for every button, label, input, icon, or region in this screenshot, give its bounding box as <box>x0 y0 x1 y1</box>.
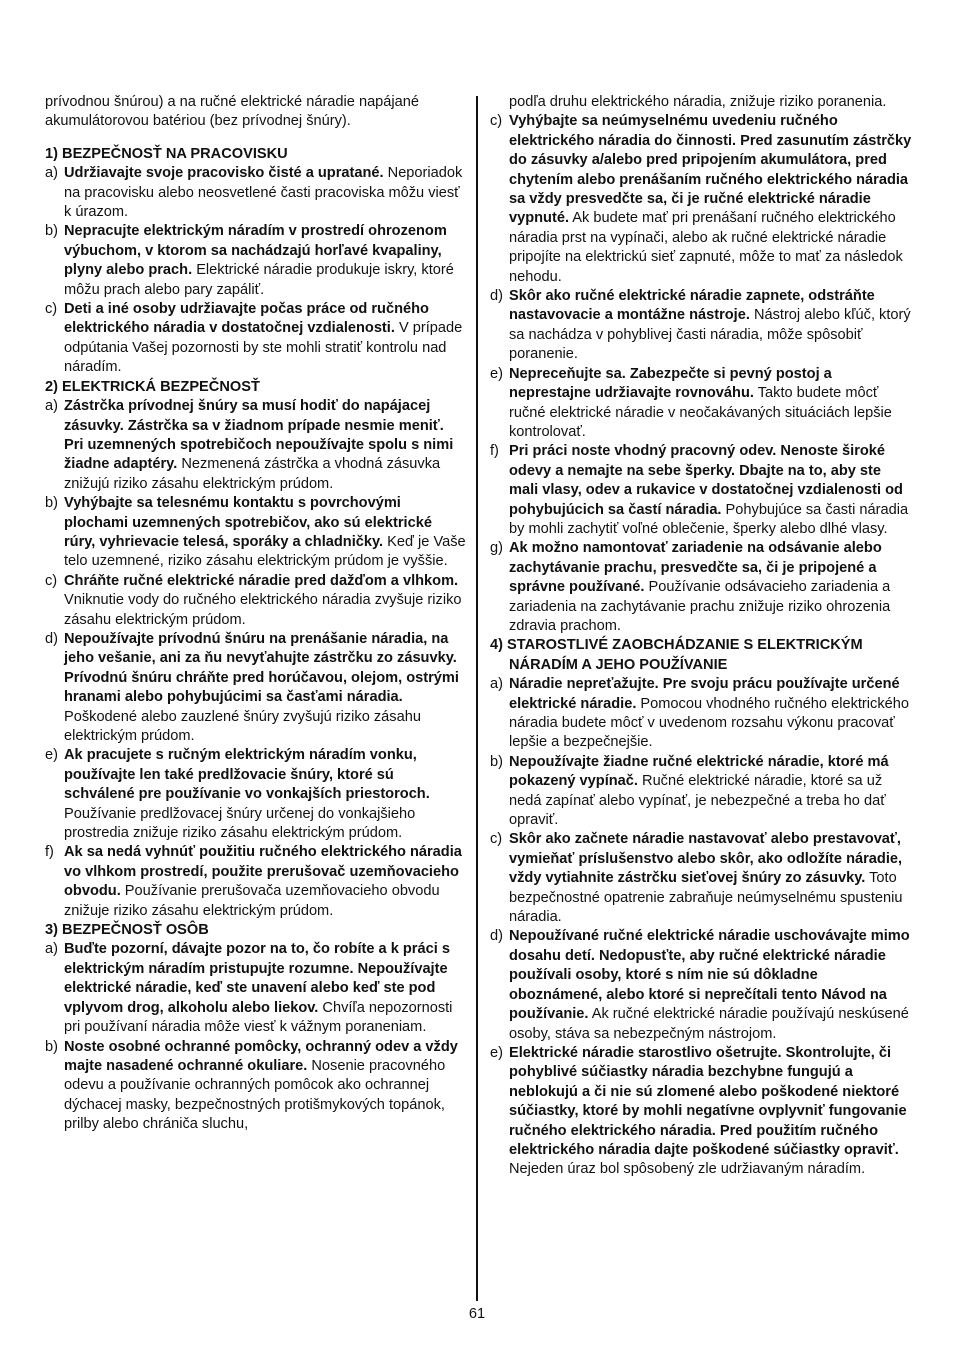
page-number: 61 <box>468 1306 486 1322</box>
intro-paragraph: prívodnou šnúrou) a na ručné elektrické náradie napájané akumulátorovou batériou (bez prívodnej šnúry). <box>45 94 420 130</box>
list-item: b) Nepoužívajte žiadne ručné elektrické náradie, ktoré má pokazený vypínač. Ručné elektrické náradie, ktoré sa už nedá zapínať alebo vypínať, je nebezpečné a treba ho dať opraviť. <box>490 753 889 829</box>
list-item: e) Ak pracujete s ručným elektrickým náradím vonku, používajte len také predlžovacie šnúry, ktoré sú schválené pre používanie vo vonkajších priestoroch. Používanie predlžovacej šnúry určenej do vonkajšieho prostredia znižuje riziko zásahu elektrickým prúdom. <box>45 747 430 842</box>
list-item: c) Skôr ako začnete náradie nastavovať alebo prestavovať, vymieňať príslušenstvo alebo skôr, ako odložíte náradie, vždy vytiahnite zástrčku sieťovej šnúry zo zásuvky. Toto bezpečnostné opatrenie zabraňuje neúmyselnému spusteniu náradia. <box>490 831 903 926</box>
list-item: d) Nepoužívajte prívodnú šnúru na prenášanie náradia, na jeho vešanie, ani za ňu nevyťahujte zástrčku zo zásuvky. Prívodnú šnúru chráňte pred horúčavou, olejom, ostrými hranami alebo pohybujúcimi sa časťami náradia. Poškodené alebo zauzlené šnúry zvyšujú riziko zásahu elektrickým prúdom. <box>45 630 459 744</box>
list-item: a) Náradie nepreťažujte. Pre svoju prácu používajte určené elektrické náradie. Pomocou vhodného ručného elektrického náradia budete môcť v uvedenom rozsahu výkonu pracovať lepšie a bezpečnejšie. <box>490 676 909 751</box>
list-item: a) Zástrčka prívodnej šnúry sa musí hodiť do napájacej zásuvky. Zástrčka sa v žiadnom prípade nesmie meniť. Pri uzemnených spotrebičoch nepoužívajte spolu s nimi žiadne adaptéry. Nezmenená zástrčka a vhodná zásuvka znižujú riziko zásahu elektrickým prúdom. <box>45 398 454 492</box>
list-item: b) Noste osobné ochranné pomôcky, ochranný odev a vždy majte nasadené ochranné okuliare. Nosenie pracovného odevu a používanie ochranných pomôcok ako ochrannej dýchacej masky, bezpečnostných protišmykových topánok, prilby alebo chrániča sluchu, <box>45 1038 458 1133</box>
section-1-heading: 1) BEZPEČNOSŤ NA PRACOVISKU <box>45 145 288 162</box>
section-3-heading: 3) BEZPEČNOSŤ OSÔB <box>45 922 209 939</box>
list-item: c) Chráňte ručné elektrické náradie pred dažďom a vlhkom. Vniknutie vody do ručného elektrického náradia zvyšuje riziko zásahu elektrickým prúdom. <box>45 572 462 628</box>
list-item: b) Nepracujte elektrickým náradím v prostredí ohrozenom výbuchom, v ktorom sa nachádzajú horľavé kvapaliny, plyny alebo prach. Elektrické náradie produkuje iskry, ktoré môžu prach alebo pary zapáliť. <box>45 223 454 298</box>
list-item: a) Buďte pozorní, dávajte pozor na to, čo robíte a k práci s elektrickým náradím pristupujte rozumne. Nepoužívajte elektrické náradie, keď ste unavení alebo keď ste pod vplyvom drog, alkoholu alebo liekov. Chvíľa nepozornosti pri používaní náradia môže viesť k vážnym poraneniam. <box>45 941 453 1036</box>
list-item: f) Pri práci noste vhodný pracovný odev. Nenoste široké odevy a nemajte na sebe šperky. Dbajte na to, aby ste mali vlasy, odev a rukavice v dostatočnej vzdialenosti od pohybujúcich sa častí náradia. Pohybujúce sa časti náradia by mohli zachytiť voľné oblečenie, šperky alebo dlhé vlasy. <box>490 443 909 537</box>
list-item: d) Skôr ako ručné elektrické náradie zapnete, odstráňte nastavovacie a montážne nástroje. Nástroj alebo kľúč, ktorý sa nachádza v pohyblivej časti náradia, môže spôsobiť poranenie. <box>490 288 911 363</box>
list-item: b) Vyhýbajte sa telesnému kontaktu s povrchovými plochami uzemnených spotrebičov, ako sú elektrické rúry, vyhrievacie telesá, sporáky a chladničky. Keď je Vaše telo uzemnené, riziko zásahu elektrickým prúdom je vyššie. <box>45 495 466 570</box>
right-column <box>490 93 912 1180</box>
list-item: c) Vyhýbajte sa neúmyselnému uvedeniu ručného elektrického náradia do činnosti. Pred zasunutím zástrčky do zásuvky a/alebo pred pripojením akumulátora, pred chytením alebo prenášaním ručného elektrického náradia sa vždy presvedčte sa, či je ručné elektrické náradie vypnuté. Ak budete mať pri prenášaní ručného elektrického náradia prst na vypínači, alebo ak ručné elektrické náradie pripojíte na elektrickú sieť zapnuté, môže to mať za následok nehodu. <box>490 113 912 285</box>
list-item: a) Udržiavajte svoje pracovisko čisté a upratané. Neporiadok na pracovisku alebo neosvetlené časti pracoviska môžu viesť k úrazom. <box>45 165 463 221</box>
list-item: f) Ak sa nedá vyhnúť použitiu ručného elektrického náradia vo vlhkom prostredí, použite prerušovač uzemňovacieho obvodu. Používanie prerušovača uzemňovacieho obvodu znižuje riziko zásahu elektrickým prúdom. <box>45 844 462 919</box>
section-2-heading: 2) ELEKTRICKÁ BEZPEČNOSŤ <box>45 378 260 395</box>
list-item: e) Elektrické náradie starostlivo ošetrujte. Skontrolujte, či pohyblivé súčiastky náradia bezchybne fungujú a neblokujú a či nie sú zlomené alebo poškodené niektoré súčiastky, ktoré by mohli negatívne ovplyvniť fungovanie ručného elektrického náradia. Pred použitím ručného elektrického náradia dajte poškodené súčiastky opraviť. Nejeden úraz bol spôsobený zle udržiavaným náradím. <box>490 1044 907 1178</box>
list-item: e) Nepreceňujte sa. Zabezpečte si pevný postoj a neprestajne udržiavajte rovnováhu. Takto budete môcť ručné elektrické náradie v neočakávaných situáciách lepšie kontrolovať. <box>490 365 892 440</box>
list-item: g) Ak možno namontovať zariadenie na odsávanie alebo zachytávanie prachu, presvedčte sa, či je pripojené a správne používané. Používanie odsávacieho zariadenia a zariadenia na zachytávanie prachu znižuje riziko ohrozenia zdravia prachom. <box>490 540 891 634</box>
list-item: d) Nepoužívané ručné elektrické náradie uschovávajte mimo dosahu detí. Nedopusťte, aby ručné elektrické náradie používali osoby, ktoré s ním nie sú dôkladne oboznámené, alebo ktoré si neprečítali tento Návod na používanie. Ak ručné elektrické náradie používajú neskúsené osoby, stáva sa nebezpečným nástrojom. <box>490 928 910 1042</box>
left-column <box>45 93 467 1135</box>
section-4-heading: 4) STAROSTLIVÉ ZAOBCHÁDZANIE S ELEKTRICKÝM NÁRADÍM A JEHO POUŽÍVANIE <box>490 637 863 673</box>
continuation-paragraph: podľa druhu elektrického náradia, znižuje riziko poranenia. <box>509 94 887 110</box>
list-item: c) Deti a iné osoby udržiavajte počas práce od ručného elektrického náradia v dostatočnej vzdialenosti. V prípade odpútania Vašej pozornosti by ste mohli stratiť kontrolu nad náradím. <box>45 301 463 376</box>
column-divider <box>476 96 478 1301</box>
